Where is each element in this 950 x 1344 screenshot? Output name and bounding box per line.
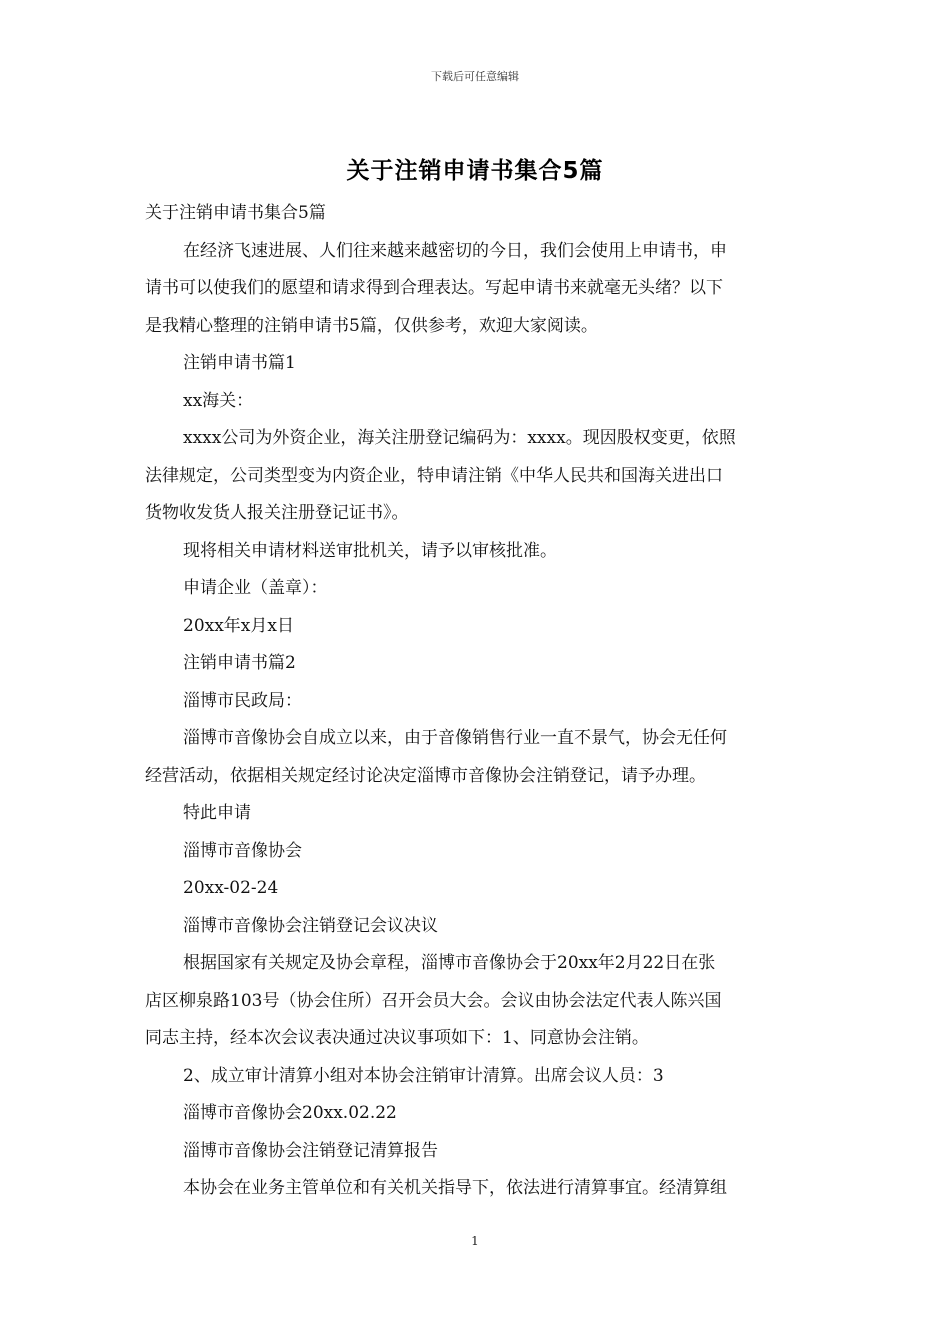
body-line: 经营活动，依据相关规定经讨论决定淄博市音像协会注销登记，请予办理。 — [145, 765, 706, 786]
body-line: 法律规定，公司类型变为内资企业，特申请注销《中华人民共和国海关进出口 — [145, 465, 723, 486]
body-line: 淄博市音像协会注销登记会议决议 — [183, 915, 438, 936]
body-line: 是我精心整理的注销申请书5篇，仅供参考，欢迎大家阅读。 — [145, 315, 598, 336]
body-line: 淄博市音像协会注销登记清算报告 — [183, 1140, 438, 1161]
body-line: 申请企业（盖章）： — [183, 578, 328, 598]
body-line: 本协会在业务主管单位和有关机关指导下，依法进行清算事宜。经清算组 — [183, 1178, 727, 1198]
body-line: 根据国家有关规定及协会章程，淄博市音像协会于20xx年2月22日在张 — [183, 953, 716, 973]
document-body — [145, 195, 810, 1208]
body-line: 货物收发货人报关注册登记证书》。 — [145, 503, 409, 523]
body-line: 20xx-02-24 — [183, 878, 279, 898]
body-line: 20xx年x月x日 — [183, 615, 294, 636]
body-line: 特此申请 — [183, 803, 251, 823]
page-number: 1 — [471, 1234, 479, 1248]
body-line: 同志主持，经本次会议表决通过决议事项如下：1、同意协会注销。 — [145, 1028, 649, 1048]
body-line: 淄博市音像协会 — [183, 840, 302, 861]
body-line: 关于注销申请书集合5篇 — [145, 203, 326, 223]
body-line: 淄博市音像协会自成立以来，由于音像销售行业一直不景气，协会无任何 — [183, 728, 727, 748]
document-title: 关于注销申请书集合5篇 — [346, 158, 604, 184]
body-line: xx海关： — [183, 390, 254, 411]
body-line: 淄博市音像协会20xx.02.22 — [183, 1103, 397, 1123]
body-line: 现将相关申请材料送审批机关，请予以审核批准。 — [183, 540, 557, 561]
body-line: xxxx公司为外资企业，海关注册登记编码为：xxxx。现因股权变更，依照 — [183, 428, 736, 448]
body-line: 请书可以使我们的愿望和请求得到合理表达。写起申请书来就毫无头绪？以下 — [145, 278, 723, 298]
body-line: 店区柳泉路103号（协会住所）召开会员大会。会议由协会法定代表人陈兴国 — [145, 990, 722, 1011]
body-line: 淄博市民政局： — [183, 690, 302, 711]
section-heading: 注销申请书篇1 — [183, 353, 296, 373]
body-line: 2、成立审计清算小组对本协会注销审计清算。出席会议人员：3 — [183, 1065, 664, 1086]
body-line: 在经济飞速进展、人们往来越来越密切的今日，我们会使用上申请书，申 — [183, 240, 727, 261]
section-heading: 注销申请书篇2 — [183, 653, 296, 673]
page-header-note: 下载后可任意编辑 — [431, 70, 519, 83]
